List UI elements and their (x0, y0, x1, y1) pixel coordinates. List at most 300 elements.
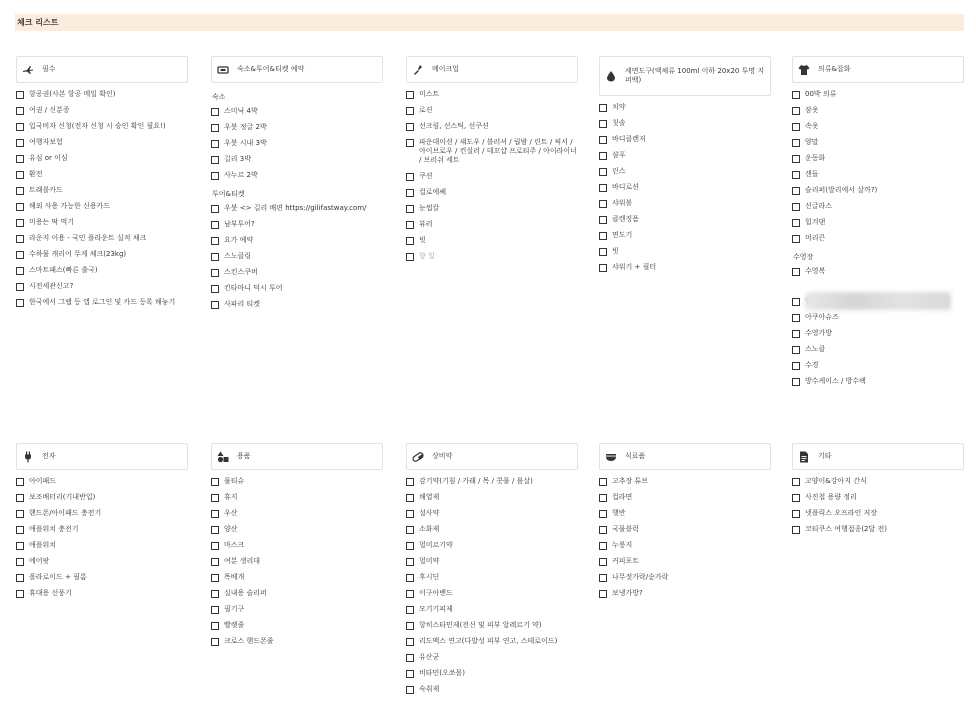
checkbox[interactable] (406, 205, 414, 213)
list-item (599, 215, 771, 224)
checkbox[interactable] (211, 606, 219, 614)
section-title: 전자 (42, 452, 56, 460)
checkbox[interactable] (16, 187, 24, 195)
list-item (406, 605, 578, 614)
checkbox[interactable] (211, 494, 219, 502)
checkbox[interactable] (406, 237, 414, 245)
checkbox[interactable] (406, 107, 414, 115)
item-label: 스노클링 (224, 252, 252, 260)
list-item (792, 106, 964, 115)
list-item (792, 525, 964, 534)
item-label: 로션 (419, 106, 433, 114)
checkbox[interactable] (211, 124, 219, 132)
list-item (16, 573, 188, 582)
checkbox[interactable] (211, 269, 219, 277)
list-item (792, 234, 964, 243)
checklist (406, 477, 578, 694)
item-label: 크로스 핸드폰줄 (224, 637, 274, 645)
list-item (16, 509, 188, 518)
checklist (792, 477, 964, 534)
checkbox[interactable] (16, 91, 24, 99)
section-header[interactable] (16, 56, 188, 83)
checkbox[interactable] (599, 542, 607, 550)
checkbox[interactable] (16, 107, 24, 115)
list-item (406, 509, 578, 518)
section-title: 세면도구(액체류 100ml 이하 20x20 투명 지퍼백) (625, 67, 765, 84)
list-item (211, 300, 383, 309)
checkbox[interactable] (792, 268, 800, 276)
list-item (599, 573, 771, 582)
item-label: 보조배터리(기내반입) (29, 493, 96, 501)
item-label: 바디로션 (612, 183, 640, 191)
checkbox[interactable] (599, 216, 607, 224)
checkbox[interactable] (406, 173, 414, 181)
checkbox[interactable] (599, 168, 607, 176)
checkbox[interactable] (211, 622, 219, 630)
checkbox[interactable] (211, 526, 219, 534)
item-label: 바디클렌저 (612, 135, 646, 143)
bowl-icon (605, 451, 617, 463)
section-header[interactable] (211, 56, 383, 83)
checkbox[interactable] (792, 298, 800, 306)
checkbox[interactable] (792, 526, 800, 534)
checkbox[interactable] (211, 221, 219, 229)
list-item (599, 183, 771, 192)
checkbox[interactable] (792, 378, 800, 386)
list-item (406, 621, 578, 630)
item-label: 머리끈 (805, 234, 826, 242)
checkbox[interactable] (406, 638, 414, 646)
checkbox[interactable] (211, 510, 219, 518)
section-title: 숙소&투어&티켓 예약 (237, 65, 305, 73)
list-item (406, 172, 578, 181)
checkbox[interactable] (16, 219, 24, 227)
checkbox[interactable] (16, 299, 24, 307)
item-label: 여권 / 신분증 (29, 106, 70, 114)
list-item (406, 204, 578, 213)
item-label: 우산 (224, 509, 238, 517)
section-header[interactable] (599, 56, 771, 96)
list-item (599, 493, 771, 502)
section-title: 메이크업 (432, 65, 460, 73)
item-label: 빗 (612, 247, 619, 255)
item-label: 길리 3박 (224, 155, 251, 163)
checkbox[interactable] (599, 104, 607, 112)
list-item (599, 589, 771, 598)
checkbox[interactable] (211, 140, 219, 148)
checkbox[interactable] (406, 606, 414, 614)
checkbox[interactable] (16, 526, 24, 534)
list-item (211, 204, 383, 213)
section-header[interactable] (599, 443, 771, 470)
item-label: 멀미약 (419, 557, 440, 565)
checkbox[interactable] (406, 558, 414, 566)
section-s7 (406, 443, 578, 701)
list-item (792, 329, 964, 338)
list-item (599, 199, 771, 208)
checkbox[interactable] (16, 590, 24, 598)
checkbox[interactable] (16, 203, 24, 211)
item-label: 린스 (612, 167, 626, 175)
section-s5 (16, 443, 188, 605)
list-item (211, 557, 383, 566)
item-label: 보냉가방? (612, 589, 643, 597)
checkbox[interactable] (406, 478, 414, 486)
list-item (406, 90, 578, 99)
list-item (406, 188, 578, 197)
checkbox[interactable] (406, 123, 414, 131)
checkbox[interactable] (406, 622, 414, 630)
checkbox[interactable] (792, 510, 800, 518)
checkbox[interactable] (211, 478, 219, 486)
item-label: 시전세관신고? (29, 282, 74, 290)
checkbox[interactable] (792, 362, 800, 370)
item-label: 컵라면 (612, 493, 633, 501)
checkbox[interactable] (16, 155, 24, 163)
checkbox[interactable] (16, 171, 24, 179)
list-item (792, 377, 964, 386)
section-header[interactable] (406, 443, 578, 470)
plug-icon (22, 451, 34, 463)
item-label: 칫솔 (612, 119, 626, 127)
page-title: 체크 리스트 (15, 14, 964, 31)
list-item (406, 106, 578, 115)
checkbox[interactable] (406, 139, 414, 147)
checkbox[interactable] (211, 542, 219, 550)
checkbox[interactable] (16, 267, 24, 275)
item-label: 설사약 (419, 509, 440, 517)
item-label: 아쿠아슈즈 (805, 313, 839, 321)
checkbox[interactable] (16, 478, 24, 486)
checkbox[interactable] (16, 123, 24, 131)
list-item (406, 669, 578, 678)
list-item (792, 154, 964, 163)
section-title: 기타 (818, 452, 832, 460)
checkbox[interactable] (599, 248, 607, 256)
item-label: 뷰러 (419, 220, 433, 228)
list-item (599, 477, 771, 486)
checkbox[interactable] (599, 120, 607, 128)
section-title: 식료품 (625, 452, 646, 460)
checkbox[interactable] (599, 264, 607, 272)
item-label: 파운데이션 / 섀도우 / 블러셔 / 립밤 / 린트 / 픽서 / 아이브로우 / 컨실러 / 데꼬샵 프로티주 / 아이라이너 / 브러쉬 세트 (419, 138, 580, 164)
checkbox[interactable] (599, 590, 607, 598)
checkbox[interactable] (599, 232, 607, 240)
item-label: 슬리퍼(발리에서 살까?) (805, 186, 878, 194)
checkbox[interactable] (16, 283, 24, 291)
checkbox[interactable] (211, 285, 219, 293)
checkbox[interactable] (211, 253, 219, 261)
item-label: 해열제 (419, 493, 440, 501)
list-item (406, 589, 578, 598)
document-icon (798, 451, 810, 463)
checkbox[interactable] (599, 526, 607, 534)
list-item (211, 573, 383, 582)
item-label: 넷플릭스 오프라인 저장 (805, 509, 878, 517)
item-label: 여행자보험 (29, 138, 63, 146)
list-item (599, 135, 771, 144)
item-label: 운동화 (805, 154, 826, 162)
list-item (792, 186, 964, 195)
item-label: 여분 생리대 (224, 557, 261, 565)
item-label: 고양이&강아지 간식 (805, 477, 867, 485)
item-label: 양산 (224, 525, 238, 533)
checkbox[interactable] (599, 136, 607, 144)
checkbox[interactable] (406, 221, 414, 229)
checkbox[interactable] (16, 139, 24, 147)
checkbox[interactable] (792, 123, 800, 131)
list-item (792, 90, 964, 99)
list-item (211, 236, 383, 245)
section-header[interactable] (406, 56, 578, 83)
checklist (792, 90, 964, 243)
checkbox[interactable] (211, 172, 219, 180)
checklist (211, 107, 383, 180)
list-item (792, 345, 964, 354)
item-label: 수하물 캐리어 무게 체크(23kg) (29, 250, 127, 258)
checkbox[interactable] (792, 346, 800, 354)
item-label: 방수케이스 / 방수팩 (805, 377, 866, 385)
item-label: 멀미르기약 (419, 541, 453, 549)
item-label: 숙취제 (419, 685, 440, 693)
section-s3 (599, 56, 771, 279)
checkbox[interactable] (211, 156, 219, 164)
item-label: 나무젓가락/숟가락 (612, 573, 669, 581)
list-item (406, 653, 578, 662)
checkbox[interactable] (792, 203, 800, 211)
redacted-image (805, 292, 951, 310)
checkbox[interactable] (16, 542, 24, 550)
checkbox[interactable] (792, 314, 800, 322)
checkbox[interactable] (792, 219, 800, 227)
checkbox[interactable] (406, 510, 414, 518)
list-item (406, 493, 578, 502)
item-label: 스미닉 4박 (224, 107, 258, 115)
item-label: 사진첩 용량 정리 (805, 493, 857, 501)
checkbox[interactable] (211, 205, 219, 213)
checklist (792, 267, 964, 386)
item-label: 선글라스 (805, 202, 833, 210)
list-item (406, 138, 578, 165)
checkbox[interactable] (406, 686, 414, 694)
item-label: 수경 (805, 361, 819, 369)
checkbox[interactable] (792, 478, 800, 486)
item-label: 핸드폰/아이패드 충전기 (29, 509, 102, 517)
item-label: 샴푸 (612, 151, 626, 159)
checkbox[interactable] (406, 253, 414, 261)
list-item (792, 267, 964, 276)
list-item (599, 119, 771, 128)
checkbox[interactable] (599, 200, 607, 208)
checkbox[interactable] (792, 155, 800, 163)
checkbox[interactable] (792, 494, 800, 502)
checkbox[interactable] (406, 494, 414, 502)
checkbox[interactable] (406, 91, 414, 99)
list-item (16, 170, 188, 179)
item-label: 애플워치 (29, 541, 57, 549)
list-item (211, 123, 383, 132)
item-label: 햇반 (612, 509, 626, 517)
checkbox[interactable] (211, 574, 219, 582)
list-item (16, 250, 188, 259)
item-label: 남부투어? (224, 220, 255, 228)
section-header[interactable] (16, 443, 188, 470)
item-label: 눈썹칼 (419, 204, 440, 212)
ticket-icon (217, 64, 229, 76)
list-item (16, 589, 188, 598)
list-item (406, 236, 578, 245)
list-item (16, 106, 188, 115)
item-label: 우붓 정글 2박 (224, 123, 267, 131)
checklist (16, 477, 188, 598)
item-label: 샤워볼 (612, 199, 633, 207)
checkbox[interactable] (599, 478, 607, 486)
list-item (16, 266, 188, 275)
item-label: 항히스타민제(전신 및 피부 알레르기 약) (419, 621, 542, 629)
checkbox[interactable] (406, 670, 414, 678)
list-item (792, 170, 964, 179)
group-label: 투어&티켓 (212, 190, 245, 198)
shirt-icon (798, 64, 810, 76)
list-item (406, 637, 578, 646)
item-label: 컬로에쎄 (419, 188, 447, 196)
item-label: 아이패드 (29, 477, 57, 485)
list-item (16, 202, 188, 211)
item-label: 수영가방 (805, 329, 833, 337)
group-label: 숙소 (212, 93, 226, 101)
checkbox[interactable] (792, 235, 800, 243)
list-item (792, 493, 964, 502)
item-label: 스킨스쿠버 (224, 268, 258, 276)
item-label: 실내용 슬리퍼 (224, 589, 267, 597)
drop-icon (605, 70, 617, 82)
list-item (211, 477, 383, 486)
item-label: 쿠션 (419, 172, 433, 180)
checkbox[interactable] (211, 301, 219, 309)
list-item (406, 220, 578, 229)
item-label: 애플워치 충전기 (29, 525, 79, 533)
list-item (16, 282, 188, 291)
list-item (406, 557, 578, 566)
item-label: 미스트 (419, 90, 440, 98)
checkbox[interactable] (211, 108, 219, 116)
item-label: 마스크 (224, 541, 245, 549)
checkbox[interactable] (792, 171, 800, 179)
item-label: 코티쿠스 여행접종(2달 전) (805, 525, 887, 533)
checkbox[interactable] (406, 526, 414, 534)
item-label: 휴지 (224, 493, 238, 501)
checkbox[interactable] (599, 510, 607, 518)
list-item (16, 298, 188, 307)
checkbox[interactable] (211, 558, 219, 566)
item-label: 요가 예약 (224, 236, 254, 244)
checkbox[interactable] (599, 152, 607, 160)
section-title: 용품 (237, 452, 251, 460)
checkbox[interactable] (16, 235, 24, 243)
group-label: 수영장 (793, 253, 814, 261)
checkbox[interactable] (792, 330, 800, 338)
section-header[interactable] (792, 443, 964, 470)
checkbox[interactable] (792, 91, 800, 99)
list-item (16, 122, 188, 131)
checkbox[interactable] (599, 494, 607, 502)
item-label: 클렌징폼 (612, 215, 640, 223)
checkbox[interactable] (406, 189, 414, 197)
checkbox[interactable] (599, 558, 607, 566)
item-label: 트래블카드 (29, 186, 63, 194)
list-item (599, 103, 771, 112)
item-label: 힙겨댄 (805, 218, 826, 226)
item-label: 이구아밴드 (419, 589, 453, 597)
item-label: 목베개 (224, 573, 245, 581)
item-label: 리도맥스 연고(다발성 피부 연고, 스테로이드) (419, 637, 558, 645)
checkbox[interactable] (16, 510, 24, 518)
list-item (792, 509, 964, 518)
section-s4 (792, 56, 964, 393)
checkbox[interactable] (406, 654, 414, 662)
checkbox[interactable] (16, 558, 24, 566)
makeup-icon (412, 64, 424, 76)
checkbox[interactable] (599, 184, 607, 192)
item-label: 양말 (805, 138, 819, 146)
list-item (211, 220, 383, 229)
checkbox[interactable] (211, 638, 219, 646)
item-label: 한국에서 그랩 등 앱 로그인 및 카드 등록 해놓기 (29, 298, 176, 306)
item-label: 속옷 (805, 122, 819, 130)
list-item (211, 268, 383, 277)
section-s6 (211, 443, 383, 653)
item-label: 항공권(사본 항공 메일 확인) (29, 90, 116, 98)
checkbox[interactable] (16, 494, 24, 502)
checkbox[interactable] (211, 237, 219, 245)
item-label: 샤워기 + 필터 (612, 263, 657, 271)
item-label: 환전 (29, 170, 43, 178)
checkbox[interactable] (16, 574, 24, 582)
item-label: 입국비자 신청(전자 신청 시 승인 확인 필요!) (29, 122, 166, 130)
list-item (406, 541, 578, 550)
list-item (211, 605, 383, 614)
section-header[interactable] (792, 56, 964, 83)
checkbox[interactable] (792, 187, 800, 195)
checkbox[interactable] (599, 574, 607, 582)
section-title: 의류&잡화 (818, 65, 851, 73)
list-item (599, 167, 771, 176)
item-label: 라운지 이용 - 국민 플라운트 실적 체크 (29, 234, 147, 242)
checkbox[interactable] (16, 251, 24, 259)
list-item (211, 493, 383, 502)
list-item (211, 107, 383, 116)
item-label: 감기약(기침 / 가래 / 목 / 콧물 / 몸살) (419, 477, 533, 485)
checkbox[interactable] (406, 590, 414, 598)
item-label: 폴라로이드 + 필름 (29, 573, 87, 581)
list-item (16, 138, 188, 147)
item-label: 스노클 (805, 345, 826, 353)
list-item (599, 509, 771, 518)
item-label: 물티슈 (224, 477, 245, 485)
list-item (16, 154, 188, 163)
item-label: 향 일 (419, 252, 435, 260)
checkbox[interactable] (792, 107, 800, 115)
list-item (599, 231, 771, 240)
checkbox[interactable] (211, 590, 219, 598)
list-item (599, 557, 771, 566)
list-item (16, 477, 188, 486)
checkbox[interactable] (406, 574, 414, 582)
checkbox[interactable] (792, 139, 800, 147)
checkbox[interactable] (406, 542, 414, 550)
list-item (16, 541, 188, 550)
section-header[interactable] (211, 443, 383, 470)
